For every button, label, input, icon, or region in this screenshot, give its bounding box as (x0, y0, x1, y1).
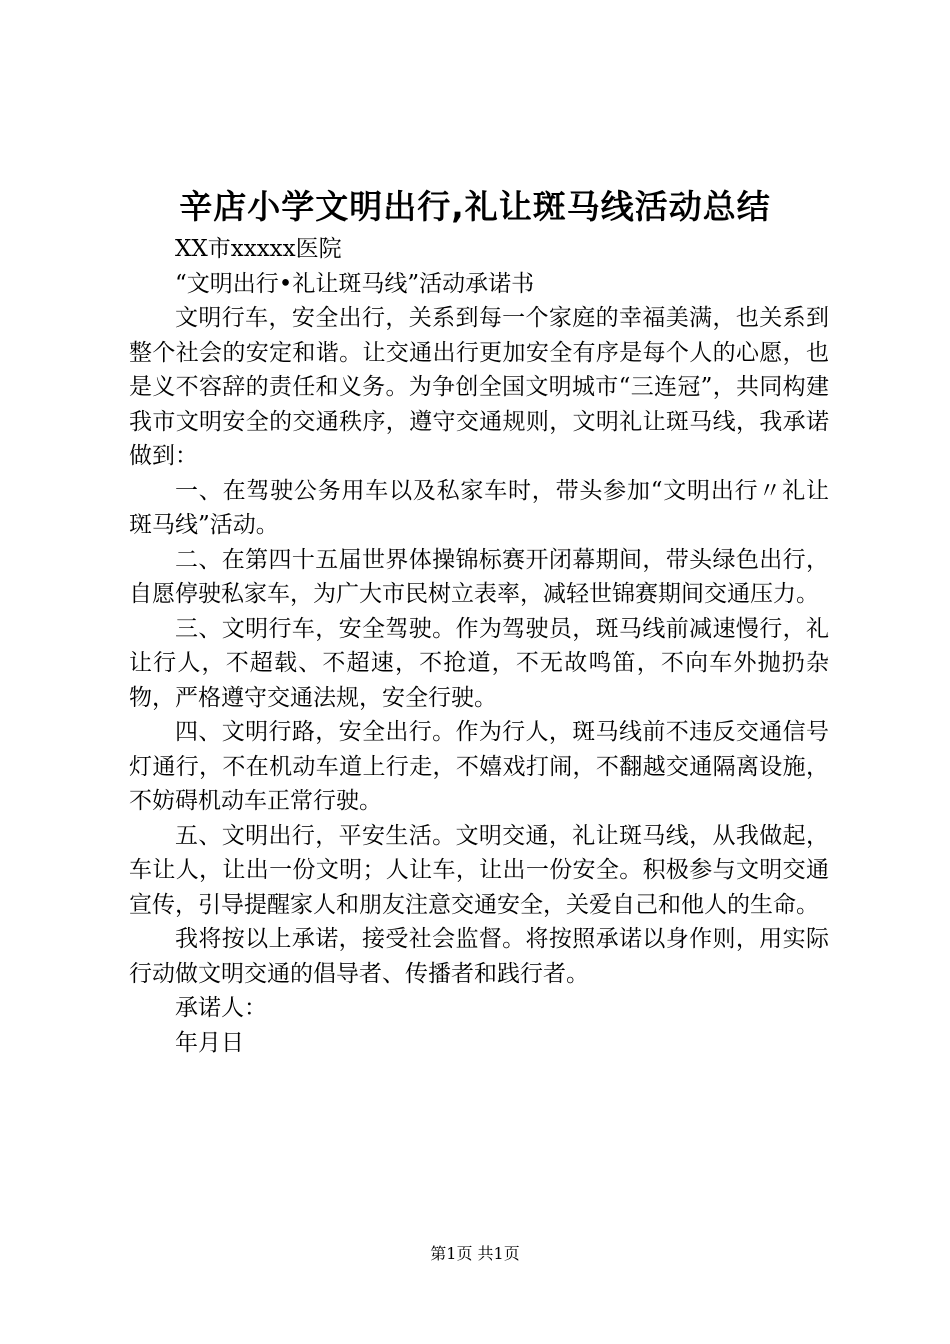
page-number-footer: 第1页 共1页 (430, 1244, 520, 1263)
pledge-item-4: 四、文明行路，安全出行。作为行人，斑马线前不违反交通信号灯通行，不在机动车道上行走，不嬉戏打闹，不翻越交通隔离设施，不妨碍机动车正常行驶。 (129, 719, 829, 814)
pledge-item-5: 五、文明出行，平安生活。文明交通，礼让斑马线，从我做起，车让人，让出一份文明；人让车，让出一份安全。积极参与文明交通宣传，引导提醒家人和朋友注意交通安全，关爱自己和他人的生命。 (129, 822, 829, 918)
pledge-item-1: 一、在驾驶公务用车以及私家车时，带头参加“文明出行〃礼让斑马线”活动。 (129, 477, 829, 538)
date-label: 年月日 (175, 1029, 244, 1056)
organization-line: XX市xxxxx医院 (175, 236, 342, 262)
intro-paragraph: 文明行车，安全出行，关系到每一个家庭的幸福美满，也关系到整个社会的安定和谐。让交通出行更加安全有序是每个人的心愿，也是义不容辞的责任和义务。为争创全国文明城市“三连冠”，共同构建我市文明安全的交通秩序，遵守交通规则，文明礼让斑马线，我承诺做到： (129, 305, 829, 469)
pledge-heading: “文明出行•礼让斑马线”活动承诺书 (175, 270, 535, 297)
document-body (129, 232, 829, 1060)
pledge-item-3: 三、文明行车，安全驾驶。作为驾驶员，斑马线前减速慢行，礼让行人，不超载、不超速，不抢道，不无故鸣笛，不向车外抛扔杂物，严格遵守交通法规，安全行驶。 (129, 615, 829, 711)
signatory-label: 承诺人： (175, 995, 267, 1021)
closing-paragraph: 我将按以上承诺，接受社会监督。将按照承诺以身作则，用实际行动做文明交通的倡导者、传播者和践行者。 (129, 926, 829, 987)
pledge-item-2: 二、在第四十五届世界体操锦标赛开闭幕期间，带头绿色出行，自愿停驶私家车，为广大市民树立表率，减轻世锦赛期间交通压力。 (129, 546, 829, 607)
document-title: 辛店小学文明出行,礼让斑马线活动总结 (179, 187, 771, 226)
